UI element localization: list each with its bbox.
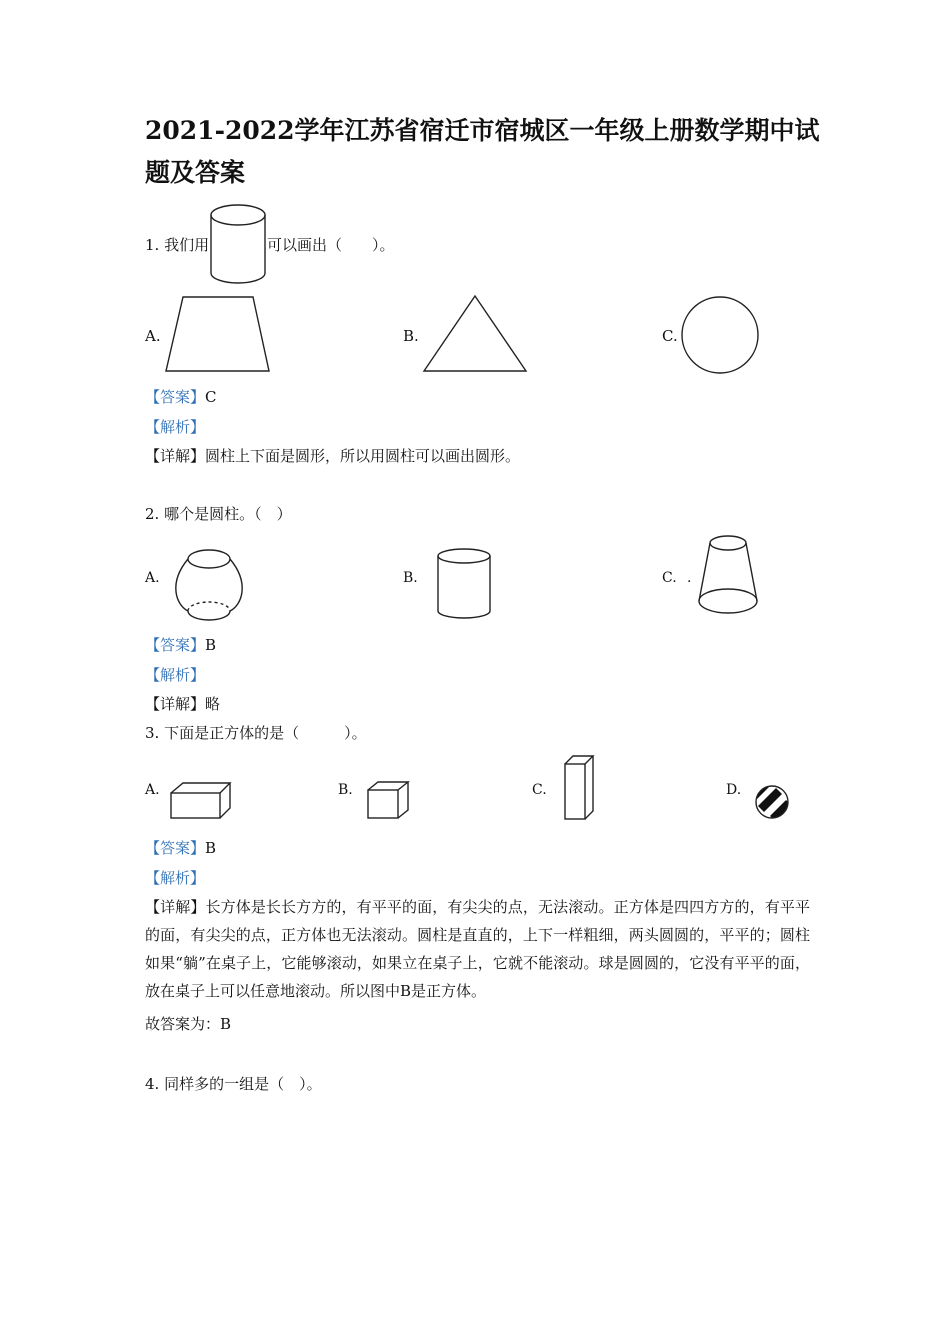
q1-detail [145, 446, 520, 466]
answer-label: 【答案】 [145, 839, 206, 857]
detail-text: 长方体是长长方方的，有平平的面，有尖尖的点，无法滚动。正方体是四四方方的，有平平的面，有尖尖的点，正方体也无法滚动。圆柱是直直的，上下一样粗细，两头圆圆的，平平的；圆柱如果“躺”在桌子上，它能够滚动，如果立在桌子上，它就不能滚动。球是圆圆的，它没有平平的面，放在桌子上可以任意地滚动。所以图中B是正方体。 [145, 898, 810, 1000]
detail-text: 略 [205, 695, 221, 713]
circle-icon [680, 296, 760, 376]
question-3-text: 3. 下面是正方体的是（ ）。 [145, 724, 367, 742]
tall-prism-icon [563, 754, 599, 822]
q3-detail [145, 893, 810, 1005]
question-1-suffix: 可以画出（ ）。 [267, 236, 395, 254]
q3-option-b-label: B. [338, 782, 353, 798]
cube-icon [366, 780, 412, 822]
q1-option-a-label: A. [145, 327, 161, 345]
q2-answer [145, 635, 216, 655]
q1-option-b-label: B. [403, 327, 419, 345]
detail-label: 【详解】 [145, 695, 206, 713]
frustum-icon [696, 533, 760, 619]
q3-analysis-label: 【解析】 [145, 869, 206, 887]
striped-ball-icon [754, 784, 792, 822]
q3-option-a-label: A. [145, 782, 160, 798]
q1-analysis-label: 【解析】 [145, 418, 206, 436]
answer-label: 【答案】 [145, 636, 206, 654]
trapezoid-icon [164, 295, 272, 375]
q1-answer [145, 387, 217, 407]
question-2-text: 2. 哪个是圆柱。（ ） [145, 505, 292, 523]
detail-label: 【详解】 [145, 447, 206, 465]
q2-detail [145, 694, 220, 714]
cylinder-icon [436, 547, 494, 621]
q2-option-c-label: C. [662, 570, 677, 586]
answer-label: 【答案】 [145, 388, 206, 406]
q3-option-d-label: D. [726, 782, 742, 798]
page-title-line-2: 题及答案 [145, 158, 246, 187]
q2-option-b-label: B. [403, 570, 418, 586]
q1-option-c-label: C. [662, 327, 678, 345]
q3-answer [145, 838, 216, 858]
q3-conclusion: 故答案为：B [145, 1015, 232, 1033]
q2-analysis-label: 【解析】 [145, 666, 206, 684]
detail-text: 圆柱上下面是圆形，所以用圆柱可以画出圆形。 [205, 447, 521, 465]
question-1-prefix: 1. 我们用 [145, 236, 210, 254]
cylinder-icon [209, 203, 267, 285]
detail-label: 【详解】 [145, 898, 206, 916]
question-4-text: 4. 同样多的一组是（ ）。 [145, 1075, 322, 1093]
page-title-line-1: 2021-2022学年江苏省宿迁市宿城区一年级上册数学期中试 [145, 116, 820, 145]
cuboid-icon [169, 781, 233, 821]
answer-value: B [205, 636, 217, 654]
answer-value: B [205, 839, 217, 857]
answer-value: C [205, 388, 217, 406]
q2-option-c-dot: . [687, 570, 692, 586]
q3-option-c-label: C. [532, 782, 547, 798]
barrel-icon [174, 543, 244, 623]
q2-option-a-label: A. [145, 570, 160, 586]
triangle-icon [422, 294, 530, 374]
